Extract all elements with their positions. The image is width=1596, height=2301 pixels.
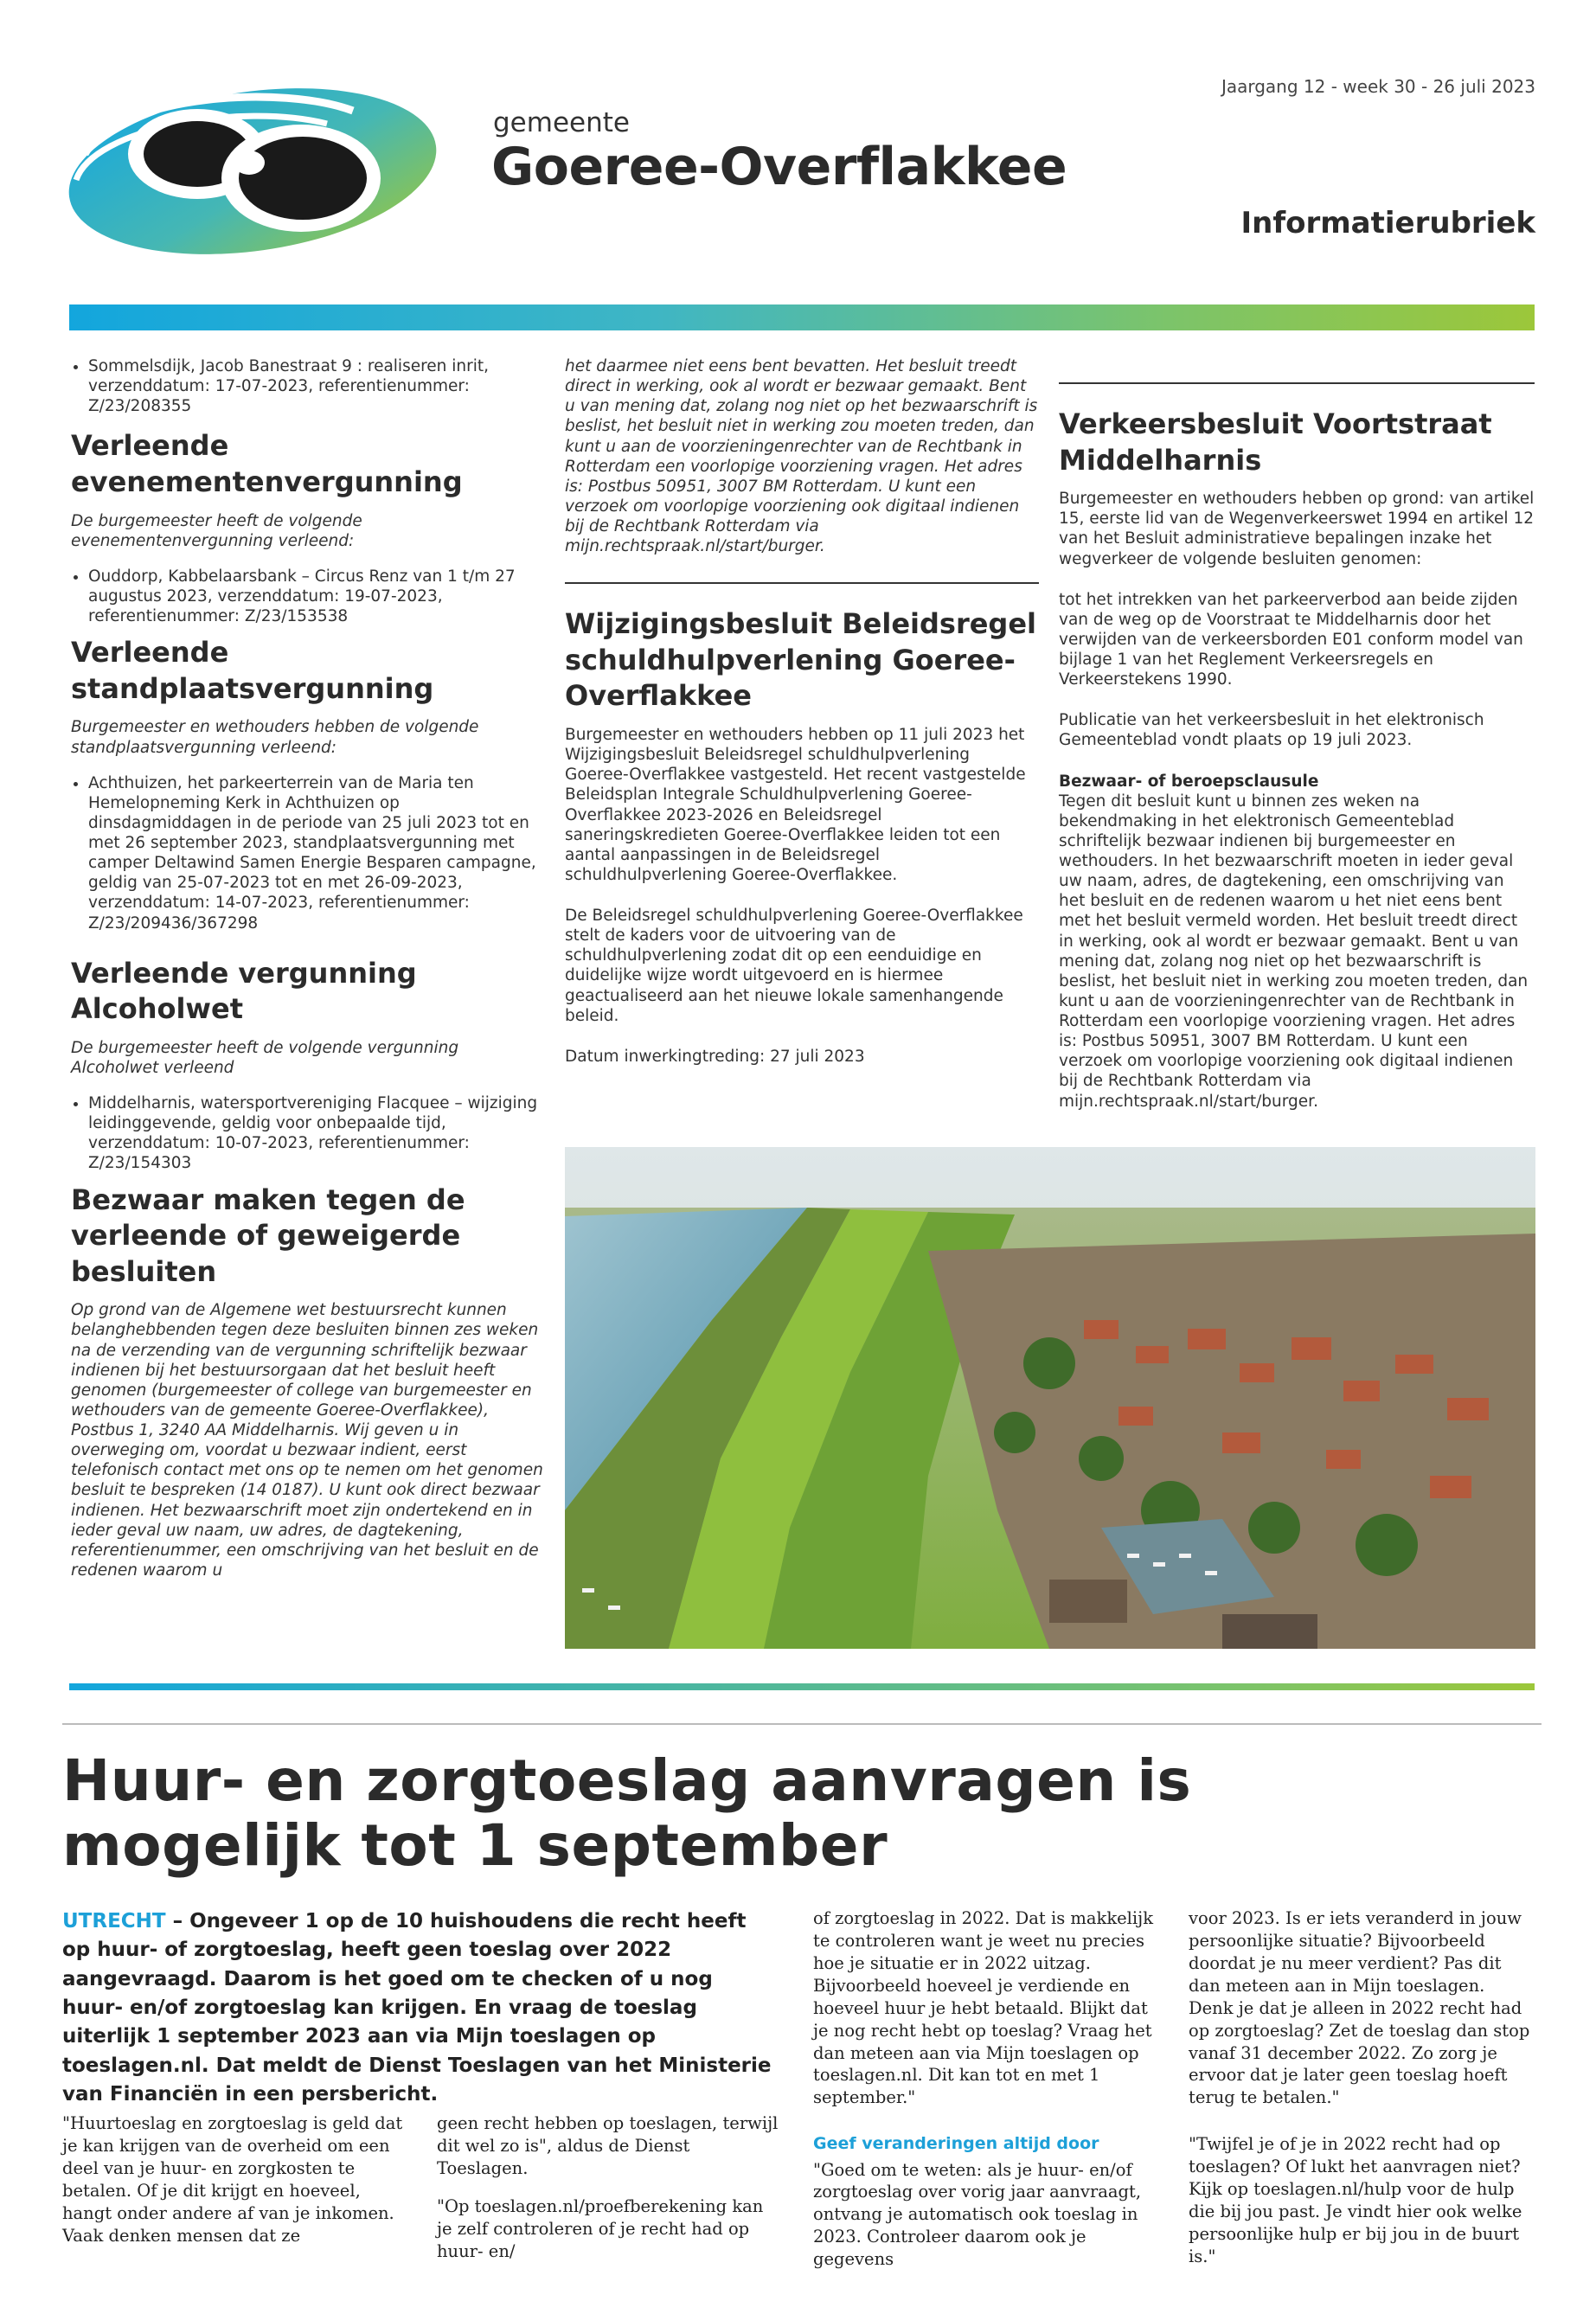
schuldhulp-date: Datum inwerkingtreding: 27 juli 2023 xyxy=(565,1047,865,1066)
article-top-rule xyxy=(62,1723,1542,1725)
column-1 xyxy=(71,356,545,1601)
section-divider xyxy=(565,582,1039,584)
article-subheading: Geef veranderingen altijd door xyxy=(813,2134,1099,2154)
bezwaar-text: Op grond van de Algemene wet bestuursrecht kunnen belanghebbenden tegen deze besluiten binnen zes weken na de verzending van de vergunning schriftelijk bezwaar indienen bij het bestuursorgaan dat het besluit heeft genomen (burgemeester of college van burgemeester en wethouders van de gemeente Goeree-Overflakkee), Postbus 1, 3240 AA Middelharnis. Wij geven u in overweging om, voordat u bezwaar indient, eerst telefonisch contact met ons op te nemen om het genomen besluit te bespreken (14 0187). U kunt ook direct bezwaar indienen. Het bezwaarschrift moet zijn ondertekend en in ieder geval uw naam, uw adres, de dagtekening, referentienummer, een omschrijving van het besluit en de redenen waarom u xyxy=(71,1301,543,1580)
evenement-heading: Verleende evenementenvergunning xyxy=(71,429,463,498)
article-c3b: "Goed om te weten: als je huur- en/of zorgtoeslag over vorig jaar aanvraagt, ontvang je automatisch ook toeslag in 2023. Controleer daarom ook je gegevens xyxy=(813,2159,1142,2270)
evenement-intro: De burgemeester heeft de volgende evenementenvergunning verleend: xyxy=(71,511,362,550)
verkeer-p4: Tegen dit besluit kunt u binnen zes weken na bekendmaking in het elektronisch Gemeenteblad schriftelijk bezwaar indienen bij burgemeester en wethouders. In het bezwaarschrift moeten in ieder geval uw naam, adres, de dagtekening, een omschrijving van het besluit en de redenen waarom u het niet eens bent met het besluit vermeld worden. Het besluit treedt direct in werking, ook al wordt er bezwaar gemaakt. Bent u van mening dat, zolang nog niet op het bezwaarschrift is beslist, het besluit niet in werking zou moeten treden, dan kunt u aan de voorzieningenrechter van de Rechtbank in Rotterdam een voorlopige voorziening vragen. Het adres is: Postbus 50951, 3007 BM Rotterdam. U kunt een verzoek om voorlopige voorziening ook digitaal indienen bij de Rechtbank Rotterdam via mijn.rechtspraak.nl/start/burger. xyxy=(1059,792,1529,1111)
article-c1: "Huurtoeslag en zorgtoeslag is geld dat je kan krijgen van de overheid om een deel van je huur- en zorgkosten te betalen. Of je dit krijgt en hoeveel, hangt onder andere af van je inkomen. Vaak denken mensen dat ze xyxy=(62,2113,403,2246)
bezwaar-continuation: het daarmee niet eens bent bevatten. Het besluit treedt direct in werking, ook al wordt er bezwaar gemaakt. Bent u van mening dat, zolang nog niet op het bezwaarschrift is beslist, het besluit niet in werking zou moeten treden, dan kunt u aan de voorzieningenrechter van de Rechtbank in Rotterdam een voorlopige voorziening vragen. Het adres is: Postbus 50951, 3007 BM Rotterdam. U kunt een verzoek om voorlopige voorziening ook digitaal indienen bij de Rechtbank Rotterdam via mijn.rechtspraak.nl/start/burger. xyxy=(565,357,1038,556)
article-column-2 xyxy=(437,2112,783,2279)
alcohol-heading: Verleende vergunning Alcoholwet xyxy=(71,956,417,1026)
standplaats-intro: Burgemeester en wethouders hebben de volgende standplaatsvergunning verleend: xyxy=(71,718,479,757)
standplaats-list xyxy=(71,773,545,933)
alcohol-intro: De burgemeester heeft de volgende vergunning Alcoholwet verleend xyxy=(71,1038,459,1077)
list-item: • Middelharnis, watersportvereniging Flacquee – wijziging leidinggevende, geldig voor onbepaalde tijd, verzenddatum: 10-07-2023, referentienummer: Z/23/154303 xyxy=(88,1093,545,1174)
header-edition: Jaargang 12 - week 30 - 26 juli 2023 xyxy=(1221,76,1535,97)
standplaats-heading: Verleende standplaatsvergunning xyxy=(71,636,434,705)
header-gemeente: gemeente xyxy=(493,107,630,138)
article-headline: Huur- en zorgtoeslag aanvragen is mogelijk tot 1 september xyxy=(62,1747,1192,1879)
article-c2b: "Op toeslagen.nl/proefberekening kan je zelf controleren of je recht had op huur- en/ xyxy=(437,2195,764,2261)
list-item: • Ouddorp, Kabbelaarsbank – Circus Renz van 1 t/m 27 augustus 2023, verzenddatum: 19-07-2023, referentienummer: Z/23/153538 xyxy=(88,567,545,626)
header-municipality-name: Goeree-Overflakkee xyxy=(491,137,1067,197)
alcohol-list xyxy=(71,1093,545,1174)
verkeer-p1: Burgemeester en wethouders hebben op grond: van artikel 15, eerste lid van de Wegenverkeerswet 1994 en artikel 12 van het Besluit administratieve bepalingen inzake het wegverkeer de volgende besluiten genomen: xyxy=(1059,490,1535,568)
article-lead xyxy=(62,1907,772,2109)
list-item: • Sommelsdijk, Jacob Banestraat 9 : realiseren inrit, verzenddatum: 17-07-2023, referentienummer: Z/23/208355 xyxy=(88,356,545,416)
schuldhulp-p1: Burgemeester en wethouders hebben op 11 juli 2023 het Wijzigingsbesluit Beleidsregel schuldhulpverlening Goeree-Overflakkee vastgesteld. Het recent vastgestelde Beleidsplan Integrale Schuldhulpverlening Goeree-Overflakkee 2023-2026 en Beleidsregel saneringskredieten Goeree-Overflakkee leiden tot een aantal aanpassingen in de Beleidsregel schuldhulpverlening Goeree-Overflakkee. xyxy=(565,726,1026,884)
verkeer-p3: Publicatie van het verkeersbesluit in het elektronisch Gemeenteblad vondt plaats op 19 juli 2023. xyxy=(1059,711,1484,750)
article-column-4 xyxy=(1189,1907,1535,2284)
article-c2a: geen recht hebben op toeslagen, terwijl dit wel zo is", aldus de Dienst Toeslagen. xyxy=(437,2113,779,2178)
list-item: • Achthuizen, het parkeerterrein van de Maria ten Hemelopneming Kerk in Achthuizen op dinsdagmiddagen in de periode van 25 juli 2023 tot en met 26 september 2023, standplaatsvergunning met camper Deltawind Samen Energie Besparen campagne, geldig van 25-07-2023 tot en met 26-09-2023, verzenddatum: 14-07-2023, referentienummer: Z/23/209436/367298 xyxy=(88,773,545,933)
footer-gradient-bar xyxy=(69,1683,1535,1690)
aerial-photo xyxy=(565,1147,1535,1649)
article-c4a: voor 2023. Is er iets veranderd in jouw persoonlijke situatie? Bijvoorbeeld doordat je nu meer verdient? Pas dit dan meteen aan in Mijn toeslagen. Denk je dat je alleen in 2022 recht had op zorgtoeslag? Zet de toeslag dan stop vanaf 31 december 2022. Zo zorg je ervoor dat je later geen toeslag hoeft terug te betalen." xyxy=(1189,1908,1530,2108)
section-divider xyxy=(1059,382,1535,384)
column-3 xyxy=(1059,356,1535,1132)
article-column-1 xyxy=(62,2112,408,2263)
column-2 xyxy=(565,356,1039,1087)
municipality-logo xyxy=(67,76,455,258)
evenement-list xyxy=(71,567,545,626)
schuldhulp-p2: De Beleidsregel schuldhulpverlening Goeree-Overflakkee stelt de kaders voor de uitvoering van de schuldhulpverlening zodat dit op een eenduidige en duidelijke wijze wordt uitgevoerd en is hiermee geactualiseerd aan het nieuwe lokale samenhangende beleid. xyxy=(565,907,1023,1025)
header-gradient-bar xyxy=(69,304,1535,330)
article-c4b: "Twijfel je of je in 2022 recht had op toeslagen? Of lukt het aanvragen niet? Kijk op toeslagen.nl/hulp voor de hulp die bij jou past. Je vindt hier ook welke persoonlijke hulp er bij jou in de buurt is." xyxy=(1189,2134,1522,2266)
schuldhulp-heading: Wijzigingsbesluit Beleidsregel schuldhulpverlening Goeree-Overflakkee xyxy=(565,607,1036,713)
bezwaar-heading: Bezwaar maken tegen de verleende of geweigerde besluiten xyxy=(71,1183,465,1288)
article-lead-text: – Ongeveer 1 op de 10 huishoudens die recht heeft op huur- of zorgtoeslag, heeft geen toeslag over 2022 aangevraagd. Daarom is het goed om te checken of u nog huur- en/of zorgtoeslag kan krijgen. En vraag de toeslag uiterlijk 1 september 2023 aan via Mijn toeslagen op toeslagen.nl. Dat meldt de Dienst Toeslagen van het Ministerie van Financiën in een persbericht. xyxy=(62,1910,772,2106)
verkeer-p2: tot het intrekken van het parkeerverbod aan beide zijden van de weg op de Voorstraat te Middelharnis door het verwijden van de verkeersborden E01 conform model van bijlage 1 van het Reglement Verkeersregels en Verkeerstekens 1990. xyxy=(1059,590,1523,689)
verkeer-heading: Verkeersbesluit Voortstraat Middelharnis xyxy=(1059,407,1492,477)
verkeer-subheading: Bezwaar- of beroepsclausule xyxy=(1059,772,1319,791)
header-rubriek: Informatierubriek xyxy=(1240,206,1535,240)
article-c3a: of zorgtoeslag in 2022. Dat is makkelijk te controleren want je weet nu precies hoe je situatie er in 2022 uitzag. Bijvoorbeeld hoeveel je verdiende en hoeveel huur je hebt betaald. Blijkt dat je nog recht hebt op toeslag? Vraag het dan meteen aan via Mijn toeslagen op toeslagen.nl. Dit kan tot en met 1 september." xyxy=(813,1908,1154,2108)
top-bullet-list xyxy=(71,356,545,416)
article-city: UTRECHT xyxy=(62,1910,166,1932)
article-column-3 xyxy=(813,1907,1159,2286)
